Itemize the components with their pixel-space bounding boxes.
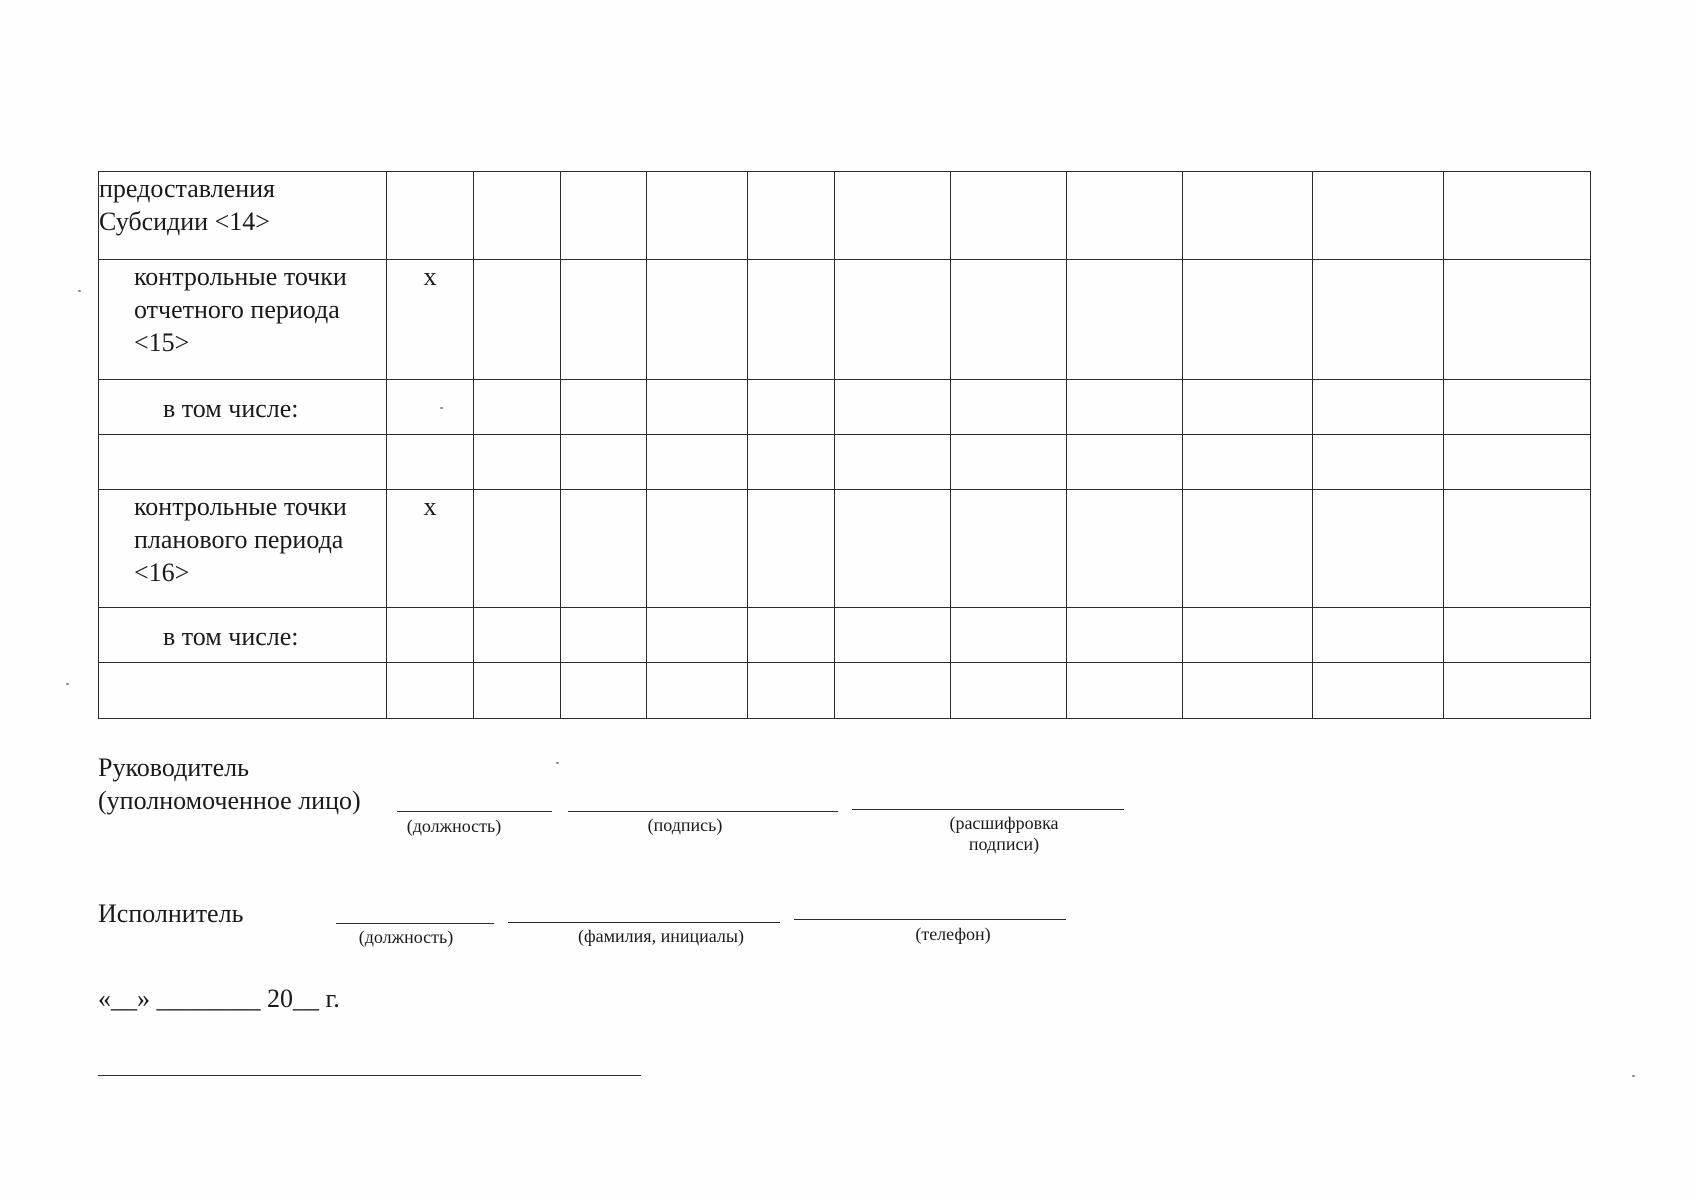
table-cell: [1313, 490, 1444, 608]
table-cell: [1183, 663, 1313, 719]
row-label: контрольные точки отчетного периода <15>: [99, 260, 387, 380]
table-cell: [647, 380, 748, 435]
table-cell: [1067, 608, 1183, 663]
table-cell: [1313, 172, 1444, 260]
table-cell: [951, 260, 1067, 380]
table-cell: [748, 172, 835, 260]
table-cell: [647, 663, 748, 719]
table-cell: [561, 435, 647, 490]
table-cell: [748, 663, 835, 719]
table-row: [99, 490, 1591, 608]
table-cell: [474, 380, 561, 435]
table-row: [99, 663, 1591, 719]
table-cell: [561, 172, 647, 260]
table-cell: [835, 608, 951, 663]
table-row: [99, 260, 1591, 380]
table-cell: [647, 172, 748, 260]
row-mark: [387, 435, 474, 490]
table-cell: [561, 663, 647, 719]
table-row: [99, 172, 1591, 260]
footnote-separator: [98, 1075, 641, 1076]
row-label: [99, 435, 387, 490]
scan-speck: [78, 290, 81, 292]
table-cell: [561, 608, 647, 663]
table-cell: [951, 608, 1067, 663]
table-cell: [835, 435, 951, 490]
table-cell: [1313, 608, 1444, 663]
table-cell: [1067, 260, 1183, 380]
table-cell: [1444, 260, 1591, 380]
table-cell: [561, 490, 647, 608]
table-cell: [748, 435, 835, 490]
row-mark: x: [387, 490, 474, 608]
row-label: в том числе:: [99, 380, 387, 435]
table-cell: [835, 490, 951, 608]
table-cell: [951, 380, 1067, 435]
table-cell: [647, 490, 748, 608]
executor-position-line: [336, 923, 494, 924]
table-row: [99, 435, 1591, 490]
table-cell: [1313, 435, 1444, 490]
table-cell: [474, 608, 561, 663]
table-cell: [835, 380, 951, 435]
row-mark: [387, 172, 474, 260]
table-cell: [474, 435, 561, 490]
row-mark: [387, 380, 474, 435]
table-cell: [1183, 172, 1313, 260]
table-cell: [748, 490, 835, 608]
table-cell: [1183, 608, 1313, 663]
row-label: контрольные точки планового периода <16>: [99, 490, 387, 608]
executor-phone-caption: (телефон): [915, 924, 991, 944]
table-row: [99, 380, 1591, 435]
table-cell: [951, 172, 1067, 260]
table-cell: [647, 608, 748, 663]
table-cell: [1444, 663, 1591, 719]
row-label: [99, 663, 387, 719]
head-position-line: [397, 811, 552, 812]
table-cell: [647, 435, 748, 490]
table-cell: [1183, 490, 1313, 608]
table-cell: [1313, 380, 1444, 435]
table-cell: [951, 490, 1067, 608]
head-title-line1: Руководитель: [98, 753, 249, 782]
table-cell: [647, 260, 748, 380]
executor-phone-line: [794, 919, 1066, 920]
row-mark: [387, 663, 474, 719]
head-decoding-caption: (расшифровка подписи): [949, 813, 1059, 854]
table-cell: [835, 172, 951, 260]
table-cell: [1313, 260, 1444, 380]
table-cell: [748, 260, 835, 380]
table-cell: [1067, 663, 1183, 719]
table-cell: [1444, 172, 1591, 260]
row-mark: x: [387, 260, 474, 380]
table-cell: [474, 260, 561, 380]
table-cell: [1067, 380, 1183, 435]
table-cell: [1183, 380, 1313, 435]
table-cell: [561, 260, 647, 380]
table-cell: [474, 490, 561, 608]
scan-speck: [556, 762, 559, 764]
table-cell: [1313, 663, 1444, 719]
table-cell: [1067, 490, 1183, 608]
scan-speck: [440, 407, 443, 409]
executor-position-caption: (должность): [358, 927, 454, 947]
executor-name-line: [508, 922, 780, 923]
head-decoding-line: [852, 809, 1124, 810]
table-cell: [1183, 260, 1313, 380]
scan-speck: [1632, 1075, 1635, 1077]
date-line: «__» ________ 20__ г.: [98, 984, 340, 1013]
table-cell: [951, 435, 1067, 490]
executor-name-caption: (фамилия, инициалы): [578, 926, 744, 946]
control-points-table: [98, 171, 1591, 719]
table-cell: [835, 260, 951, 380]
table-cell: [1183, 435, 1313, 490]
scan-speck: [66, 683, 69, 685]
table-cell: [1067, 172, 1183, 260]
table-cell: [1067, 435, 1183, 490]
table-cell: [951, 663, 1067, 719]
head-title-line2: (уполномоченное лицо): [98, 786, 361, 815]
table-cell: [474, 663, 561, 719]
head-signature-caption: (подпись): [647, 815, 723, 835]
table-cell: [748, 608, 835, 663]
table-cell: [561, 380, 647, 435]
head-position-caption: (должность): [406, 816, 502, 836]
table-row: [99, 608, 1591, 663]
row-mark: [387, 608, 474, 663]
row-label: предоставления Субсидии <14>: [99, 172, 387, 260]
table-cell: [748, 380, 835, 435]
row-label: в том числе:: [99, 608, 387, 663]
table-cell: [1444, 380, 1591, 435]
table-cell: [835, 663, 951, 719]
executor-title: Исполнитель: [98, 899, 244, 928]
head-signature-line: [568, 811, 838, 812]
table-cell: [1444, 435, 1591, 490]
table-cell: [1444, 490, 1591, 608]
table-cell: [1444, 608, 1591, 663]
table-cell: [474, 172, 561, 260]
